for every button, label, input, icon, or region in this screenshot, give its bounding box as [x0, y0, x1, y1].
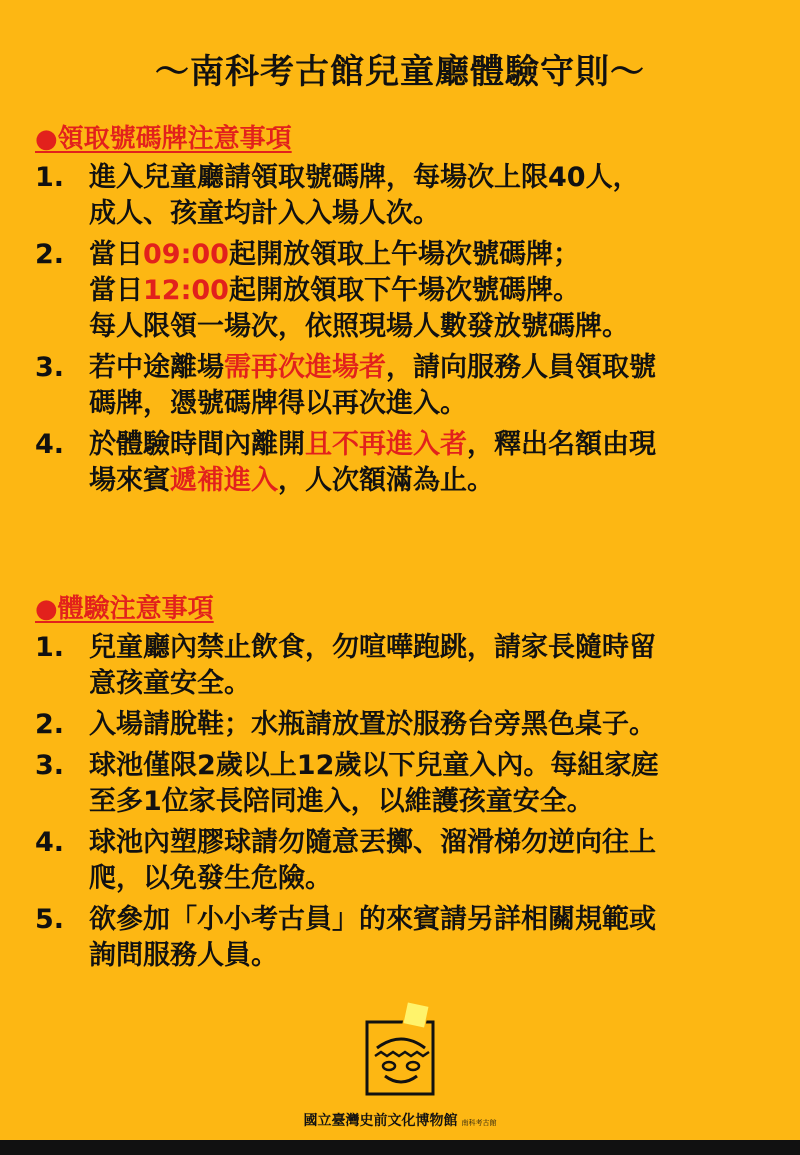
item-text: 當日09:00起開放領取上午場次號碼牌；: [89, 239, 580, 270]
item-text: 於體驗時間內離開且不再進入者，釋出名額由現: [89, 429, 656, 460]
museum-name: 國立臺灣史前文化博物館 南科考古館: [303, 1113, 497, 1129]
item-number: 1.: [35, 632, 65, 663]
branch-name: 南科考古館: [461, 1119, 497, 1127]
item-number: 2.: [35, 709, 65, 740]
highlight-time: 12:00: [143, 275, 229, 306]
highlight-time: 09:00: [143, 239, 229, 270]
item-text: 每人限領一場次，依照現場人數發放號碼牌。: [89, 311, 629, 342]
list-item: [35, 350, 780, 422]
list-item: [35, 630, 780, 702]
item-number: 3.: [35, 352, 65, 383]
item-number: 3.: [35, 750, 65, 781]
item-number: 5.: [35, 904, 65, 935]
item-text: 爬，以免發生危險。: [89, 863, 332, 894]
list-item: [35, 748, 780, 820]
highlight-text: 且不再進入者: [305, 429, 467, 460]
item-text: 入場請脫鞋；水瓶請放置於服務台旁黑色桌子。: [89, 709, 656, 740]
item-text: 進入兒童廳請領取號碼牌，每場次上限40人，: [89, 162, 640, 193]
item-text: 場來賓遞補進入，人次額滿為止。: [89, 465, 494, 496]
item-text: 兒童廳內禁止飲食，勿喧嘩跑跳，請家長隨時留: [89, 632, 656, 663]
item-number: 2.: [35, 239, 65, 270]
list-item: [35, 237, 780, 345]
section-heading-ticket: ●領取號碼牌注意事項: [35, 124, 292, 154]
item-text: 球池僅限2歲以上12歲以下兒童入內。每組家庭: [89, 750, 659, 781]
item-text: 成人、孩童均計入入場人次。: [89, 198, 440, 229]
section-heading-experience: ●體驗注意事項: [35, 594, 214, 624]
ticket-rules-list: [35, 160, 780, 504]
list-item: [35, 427, 780, 499]
item-text: 碼牌，憑號碼牌得以再次進入。: [89, 388, 467, 419]
item-number: 1.: [35, 162, 65, 193]
item-text: 至多1位家長陪同進入，以維護孩童安全。: [89, 786, 594, 817]
item-text: 當日12:00起開放領取下午場次號碼牌。: [89, 275, 580, 306]
item-text: 欲參加「小小考古員」的來賓請另詳相關規範或: [89, 904, 656, 935]
list-item: [35, 160, 780, 232]
bottom-bar: [0, 1140, 800, 1155]
item-text: 詢問服務人員。: [89, 940, 278, 971]
museum-logo-icon: [365, 1000, 439, 1096]
page-title: ～南科考古館兒童廳體驗守則～: [155, 52, 645, 92]
item-text: 意孩童安全。: [89, 668, 251, 699]
list-item: [35, 707, 780, 743]
item-text: 球池內塑膠球請勿隨意丟擲、溜滑梯勿逆向往上: [89, 827, 656, 858]
item-text: 若中途離場需再次進場者，請向服務人員領取號: [89, 352, 656, 383]
highlight-text: 遞補進入: [170, 465, 278, 496]
list-item: [35, 902, 780, 974]
item-number: 4.: [35, 827, 65, 858]
item-number: 4.: [35, 429, 65, 460]
experience-rules-list: [35, 630, 780, 979]
highlight-text: 需再次進場者: [224, 352, 386, 383]
list-item: [35, 825, 780, 897]
